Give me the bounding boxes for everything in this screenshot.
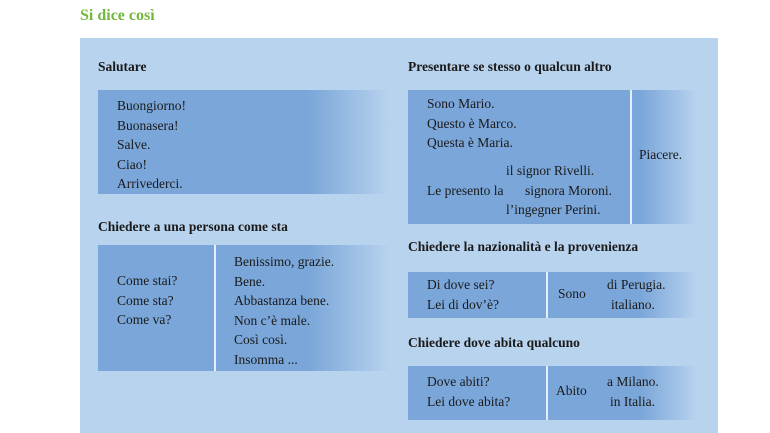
column-divider [630,90,632,224]
question-line: Come va? [117,312,172,327]
column-divider [546,272,548,318]
page-title: Si dice così [80,7,155,24]
answer-line: Abbastanza bene. [234,293,330,308]
salutare-box [98,90,390,194]
presento-option: il signor Rivelli. [506,163,595,178]
reply-text: Piacere. [639,147,683,162]
answer-line: in Italia. [610,393,655,409]
come-sta-box [98,245,390,371]
section-heading-presentare: Presentare se stesso o qualcun altro [408,59,612,74]
greeting-line: Salve. [117,137,151,152]
phrase-panel [80,38,718,433]
answer-line: Insomma ... [234,351,298,367]
answer-line: Così così. [234,332,288,347]
greeting-line: Arrivederci. [117,176,183,191]
answer-line: italiano. [611,296,655,312]
answer-line: a Milano. [607,374,659,389]
presento-intro: Le presento la [427,182,504,198]
greeting-line: Ciao! [117,156,147,172]
intro-line: Questa è Maria. [427,135,513,150]
question-line: Come sta? [117,292,174,308]
question-line: Come stai? [117,273,178,288]
presento-option: signora Moroni. [525,182,612,198]
section-heading-come-sta: Chiedere a una persona come sta [98,219,288,234]
question-line: Di dove sei? [427,277,495,292]
intro-line: Sono Mario. [427,96,495,111]
answer-line: Bene. [234,273,266,289]
question-line: Dove abiti? [427,374,490,389]
section-heading-abita: Chiedere dove abita qualcuno [408,335,580,350]
verb-text: Abito [556,383,587,398]
greeting-line: Buongiorno! [117,98,186,113]
greeting-line: Buonasera! [117,117,179,133]
nazionalita-box [408,272,698,318]
column-divider [214,245,216,371]
answer-line: Benissimo, grazie. [234,254,335,269]
intro-line: Questo è Marco. [427,115,517,131]
verb-text: Sono [558,286,586,301]
abita-box [408,366,698,420]
column-divider [546,366,548,420]
presentare-box [408,90,698,224]
answer-line: Non c’è male. [234,312,311,328]
question-line: Lei dove abita? [427,393,511,409]
section-heading-salutare: Salutare [98,59,147,74]
answer-line: di Perugia. [607,277,666,292]
section-heading-nazionalita: Chiedere la nazionalità e la provenienza [408,239,639,254]
question-line: Lei di dov’è? [427,296,499,312]
presento-option: l’ingegner Perini. [506,202,601,217]
